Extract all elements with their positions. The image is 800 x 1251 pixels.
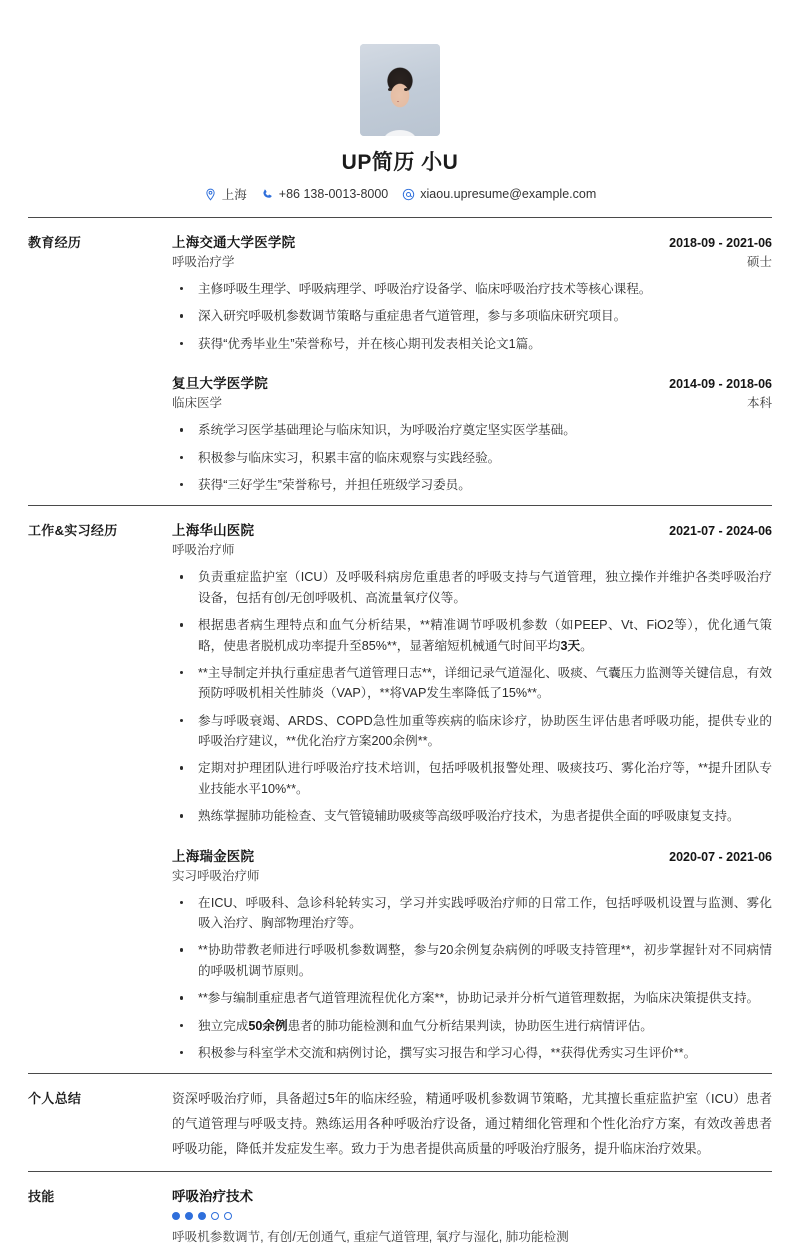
list-item: **参与编制重症患者气道管理流程优化方案**，协助记录并分析气道管理数据，为临床决策提供支持。 <box>172 988 772 1008</box>
list-item: 熟练掌握肺功能检查、支气管镜辅助吸痰等高级呼吸治疗技术，为患者提供全面的呼吸康复支持。 <box>172 806 772 826</box>
entry-title: 上海瑞金医院 <box>172 848 255 864</box>
contact-location-text: 上海 <box>221 188 247 202</box>
list-item: 在ICU、呼吸科、急诊科轮转实习，学习并实践呼吸治疗师的日常工作，包括呼吸机设置与监测、雾化吸入治疗、胸部物理治疗等。 <box>172 893 772 934</box>
section-summary <box>28 1073 772 1171</box>
list-item: 积极参与科室学术交流和病例讨论，撰写实习报告和学习心得，**获得优秀实习生评价**。 <box>172 1043 772 1063</box>
entry-title: 复旦大学医学院 <box>172 376 268 392</box>
contact-email <box>402 187 596 201</box>
list-item: **协助带教老师进行呼吸机参数调整，参与20余例复杂病例的呼吸支持管理**，初步掌握针对不同病情的呼吸机调节原则。 <box>172 940 772 981</box>
skill-dot <box>172 1212 180 1220</box>
list-item: 积极参与临床实习，积累丰富的临床观察与实践经验。 <box>172 448 772 468</box>
contact-location <box>204 185 247 203</box>
entry-subtitle: 呼吸治疗师 <box>172 543 235 558</box>
section-body-skills <box>172 1185 772 1247</box>
list-item: 参与呼吸衰竭、ARDS、COPD急性加重等疾病的临床诊疗，协助医生评估患者呼吸功能，提供专业的呼吸治疗建议，**优化治疗方案200余例**。 <box>172 711 772 752</box>
contact-phone <box>261 187 388 201</box>
portrait-photo <box>360 44 440 136</box>
skill-dot <box>224 1212 232 1220</box>
list-item: 负责重症监护室（ICU）及呼吸科病房危重患者的呼吸支持与气道管理，独立操作并维护各类呼吸治疗设备，包括有创/无创呼吸机、高流量氧疗仪等。 <box>172 567 772 608</box>
phone-icon <box>261 188 274 201</box>
bullet-list <box>172 279 772 354</box>
skill-dot <box>185 1212 193 1220</box>
location-pin-icon <box>204 188 217 201</box>
skill-dot <box>198 1212 206 1220</box>
education-entry <box>172 231 772 354</box>
entry-degree: 硕士 <box>746 255 772 269</box>
section-body-work <box>172 519 772 1063</box>
skill-name: 呼吸治疗技术 <box>172 1189 253 1205</box>
entry-date: 2021-07 - 2024-06 <box>669 524 772 539</box>
bullet-list <box>172 567 772 826</box>
section-label-education: 教育经历 <box>28 235 82 250</box>
work-entry <box>172 519 772 826</box>
bullet-list <box>172 420 772 495</box>
section-label-summary: 个人总结 <box>28 1091 82 1107</box>
list-item: 系统学习医学基础理论与临床知识，为呼吸治疗奠定坚实医学基础。 <box>172 420 772 440</box>
resume-header <box>28 0 772 217</box>
entry-title: 上海交通大学医学院 <box>172 235 296 250</box>
skill-level-dots <box>172 1212 772 1220</box>
page-title: UP简历 小U <box>341 151 459 174</box>
entry-subtitle: 呼吸治疗学 <box>172 255 235 269</box>
email-at-icon <box>402 188 415 201</box>
entry-subtitle: 临床医学 <box>172 396 223 411</box>
list-item: 定期对护理团队进行呼吸治疗技术培训，包括呼吸机报警处理、吸痰技巧、雾化治疗等，**提升团队专业技能水平10%**。 <box>172 758 772 799</box>
contact-line <box>28 185 772 203</box>
list-item: 获得“三好学生”荣誉称号，并担任班级学习委员。 <box>172 475 772 495</box>
entry-date: 2020-07 - 2021-06 <box>669 849 772 864</box>
summary-text: 资深呼吸治疗师，具备超过5年的临床经验，精通呼吸机参数调节策略，尤其擅长重症监护室（ICU）患者的气道管理与呼吸支持。熟练运用各种呼吸治疗设备，通过精细化管理和个性化治疗方案，有效改善患者呼吸功能，降低并发症发生率。致力于为患者提供高质量的呼吸治疗服务，提升临床治疗效果。 <box>172 1091 772 1156</box>
work-entry <box>172 845 772 1064</box>
contact-email-text: xiaou.upresume@example.com <box>420 187 597 201</box>
list-item: 独立完成50余例患者的肺功能检测和血气分析结果判读，协助医生进行病情评估。 <box>172 1016 772 1036</box>
section-body-summary <box>172 1087 772 1161</box>
entry-degree: 本科 <box>746 396 772 411</box>
list-item: 获得“优秀毕业生”荣誉称号，并在核心期刊发表相关论文1篇。 <box>172 334 772 354</box>
contact-phone-text: +86 138-0013-8000 <box>278 187 389 201</box>
bullet-list <box>172 893 772 1064</box>
entry-date: 2014-09 - 2018-06 <box>669 377 772 392</box>
skill-dot <box>211 1212 219 1220</box>
list-item: 深入研究呼吸机参数调节策略与重症患者气道管理，参与多项临床研究项目。 <box>172 306 772 326</box>
section-work-experience <box>28 505 772 1073</box>
entry-title: 上海华山医院 <box>172 523 255 539</box>
list-item: 根据患者病生理特点和血气分析结果，**精准调节呼吸机参数（如PEEP、Vt、FiO2等），优化通气策略，使患者脱机成功率提升至85%**，显著缩短机械通气时间平均3天。 <box>172 615 772 656</box>
avatar <box>360 44 440 136</box>
education-entry <box>172 372 772 495</box>
section-label-work: 工作&实习经历 <box>28 523 118 539</box>
skill-tags: 呼吸机参数调节, 有创/无创通气, 重症气道管理, 氧疗与湿化, 肺功能检测 <box>172 1230 569 1245</box>
list-item: **主导制定并执行重症患者气道管理日志**，详细记录气道湿化、吸痰、气囊压力监测等关键信息，有效预防呼吸机相关性肺炎（VAP），**将VAP发生率降低了15%**。 <box>172 663 772 704</box>
section-skills <box>28 1171 772 1251</box>
section-body-education <box>172 231 772 495</box>
section-education <box>28 217 772 505</box>
entry-date: 2018-09 - 2021-06 <box>669 236 772 250</box>
entry-subtitle: 实习呼吸治疗师 <box>172 868 260 883</box>
section-label-skills: 技能 <box>28 1189 55 1205</box>
list-item: 主修呼吸生理学、呼吸病理学、呼吸治疗设备学、临床呼吸治疗技术等核心课程。 <box>172 279 772 299</box>
